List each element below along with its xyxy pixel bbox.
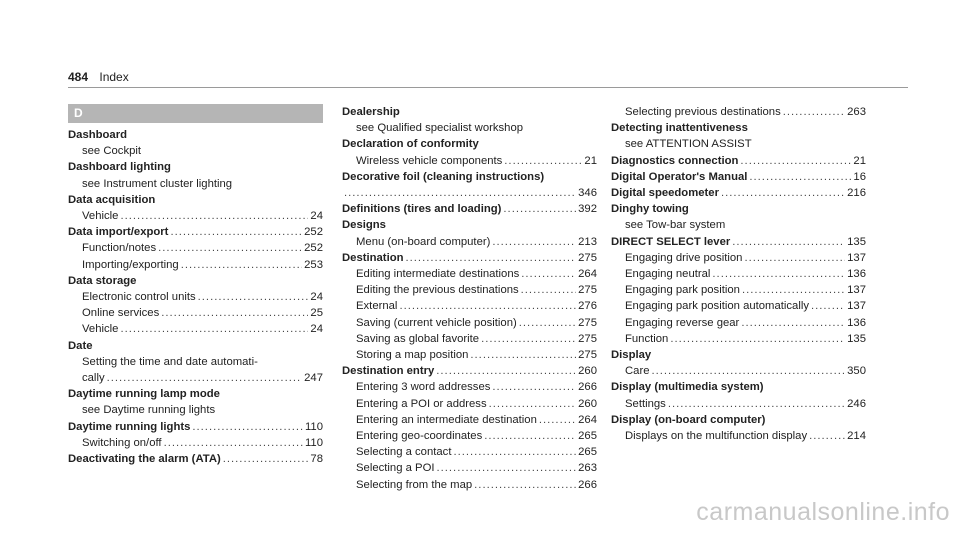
index-entry [68, 224, 323, 240]
entry-text: see Instrument cluster lighting [82, 177, 233, 190]
entry-text: Destination entry [342, 365, 435, 378]
entry-text: see Cockpit [82, 145, 142, 158]
page-reference: 21 [853, 154, 866, 167]
index-entry [611, 234, 866, 250]
page-reference: 276 [578, 300, 597, 313]
dot-leader [120, 321, 308, 337]
dot-leader [742, 282, 845, 298]
page-reference: 275 [578, 251, 597, 264]
dot-leader [492, 379, 576, 395]
dot-leader [741, 315, 845, 331]
page-reference: 110 [304, 436, 323, 449]
dot-leader [164, 435, 303, 451]
entry-text: Entering an intermediate destination [356, 413, 537, 426]
index-subentry [342, 315, 597, 331]
page-reference: 136 [847, 268, 866, 281]
page-reference: 136 [847, 316, 866, 329]
dot-leader [453, 444, 576, 460]
entry-text: Electronic control units [82, 291, 196, 304]
entry-text: Vehicle [82, 210, 119, 223]
entry-text: Function [625, 332, 669, 345]
page-reference: 21 [584, 154, 597, 167]
dot-leader [484, 428, 576, 444]
page-reference: 346 [578, 187, 597, 200]
dot-leader [489, 396, 577, 412]
index-subentry [68, 289, 323, 305]
index-subentry [611, 315, 866, 331]
index-entry [342, 201, 597, 217]
index-subentry [342, 298, 597, 314]
entry-text: Setting the time and date automati- [82, 355, 258, 368]
section-title: Index [99, 70, 129, 84]
index-subentry [342, 477, 597, 493]
index-subentry [68, 176, 323, 192]
entry-text: Dashboard lighting [68, 161, 171, 174]
page-reference: 213 [578, 235, 597, 248]
index-entry [342, 104, 597, 120]
entry-text: Storing a map position [356, 349, 469, 362]
page-reference: 137 [847, 284, 866, 297]
page-reference: 265 [578, 446, 597, 459]
dot-leader [120, 208, 308, 224]
dot-leader [474, 477, 576, 493]
page-reference: 275 [578, 316, 597, 329]
entry-text: DIRECT SELECT lever [611, 235, 731, 248]
page-reference: 135 [847, 235, 866, 248]
page-reference: 135 [847, 332, 866, 345]
index-entry [342, 250, 597, 266]
page-reference: 264 [578, 413, 597, 426]
dot-leader [399, 298, 576, 314]
page-reference: 275 [578, 332, 597, 345]
page-reference: 265 [578, 430, 597, 443]
dot-leader [809, 428, 845, 444]
index-entry [68, 159, 323, 175]
index-entry [68, 192, 323, 208]
entry-text: Data storage [68, 274, 137, 287]
index-subentry [342, 396, 597, 412]
page-reference: 263 [847, 106, 866, 118]
header-divider [68, 87, 908, 88]
index-subentry [68, 435, 323, 451]
index-entry [68, 338, 323, 354]
entry-text: Settings [625, 397, 666, 410]
page-reference: 260 [578, 397, 597, 410]
entry-text: External [356, 300, 398, 313]
entry-text: Detecting inattentiveness [611, 122, 748, 135]
entry-text: Declaration of conformity [342, 138, 479, 151]
entry-text: see Qualified specialist workshop [356, 122, 524, 135]
dot-leader [170, 224, 302, 240]
entry-text: Entering a POI or address [356, 397, 487, 410]
dot-leader [223, 451, 309, 467]
entry-text: see ATTENTION ASSIST [625, 138, 752, 151]
dot-leader [470, 347, 576, 363]
index-column-2 [342, 104, 597, 493]
page-reference: 275 [578, 349, 597, 362]
entry-text: Function/notes [82, 242, 157, 255]
page-reference: 24 [310, 210, 323, 223]
entry-text: Daytime running lamp mode [68, 388, 220, 401]
entry-text: Online services [82, 307, 160, 320]
entry-text: Selecting previous destinations [625, 106, 781, 118]
entry-text: Engaging park position automatically [625, 300, 809, 313]
index-entry [342, 136, 597, 152]
dot-leader [539, 412, 576, 428]
index-subentry [342, 379, 597, 395]
index-entry [68, 127, 323, 143]
index-entry [611, 169, 866, 185]
entry-text: Entering 3 word addresses [356, 381, 491, 394]
index-entry [611, 412, 866, 428]
index-entry [611, 153, 866, 169]
entry-text: Definitions (tires and loading) [342, 203, 502, 216]
index-subentry [611, 298, 866, 314]
dot-leader [712, 266, 845, 282]
page-reference: 137 [847, 251, 866, 264]
index-subentry [68, 305, 323, 321]
dot-leader [481, 331, 576, 347]
index-subentry [342, 185, 597, 201]
dot-leader [811, 298, 845, 314]
entry-text: Dealership [342, 106, 400, 118]
entry-text: cally [82, 372, 105, 385]
entry-text: Digital speedometer [611, 187, 719, 200]
dot-leader [521, 266, 576, 282]
dot-leader [437, 460, 577, 476]
dot-leader [519, 315, 576, 331]
index-subentry [68, 354, 323, 370]
letter-heading: D [68, 104, 323, 123]
entry-text: Saving (current vehicle position) [356, 316, 517, 329]
dot-leader [198, 289, 309, 305]
index-subentry [68, 321, 323, 337]
entry-text: see Daytime running lights [82, 404, 216, 417]
index-subentry [611, 217, 866, 233]
entry-text: Editing intermediate destinations [356, 268, 520, 281]
page-reference: 25 [310, 307, 323, 320]
dot-leader [744, 250, 845, 266]
page-reference: 246 [847, 397, 866, 410]
index-subentry [68, 402, 323, 418]
dot-leader [406, 250, 577, 266]
page-reference: 78 [310, 453, 323, 466]
entry-text: Daytime running lights [68, 420, 191, 433]
entry-text: Display [611, 349, 652, 362]
dot-leader [504, 153, 582, 169]
index-subentry [611, 428, 866, 444]
page-reference: 253 [304, 258, 323, 271]
index-subentry [342, 266, 597, 282]
dot-leader [181, 257, 302, 273]
entry-text: Wireless vehicle components [356, 154, 503, 167]
index-subentry [342, 282, 597, 298]
dot-leader [503, 201, 576, 217]
page-reference: 216 [847, 187, 866, 200]
index-entry [611, 185, 866, 201]
page-reference: 24 [310, 323, 323, 336]
page-reference: 252 [304, 242, 323, 255]
index-entry [68, 386, 323, 402]
index-subentry [611, 266, 866, 282]
index-subentry [342, 234, 597, 250]
entry-text: Deactivating the alarm (ATA) [68, 453, 221, 466]
page-reference: 252 [304, 226, 323, 239]
entry-text: Display (on-board computer) [611, 413, 766, 426]
page-reference: 266 [578, 381, 597, 394]
index-entry [342, 169, 597, 185]
page-reference: 260 [578, 365, 597, 378]
index-subentry [342, 331, 597, 347]
index-subentry [342, 460, 597, 476]
index-entry [68, 419, 323, 435]
index-subentry [68, 370, 323, 386]
entry-text: Data acquisition [68, 193, 156, 206]
index-entry [342, 217, 597, 233]
entry-text: Selecting a contact [356, 446, 452, 459]
dot-leader [161, 305, 308, 321]
entry-text: Selecting a POI [356, 462, 435, 475]
entry-text: Decorative foil (cleaning instructions) [342, 170, 545, 183]
index-entry [611, 347, 866, 363]
page-reference: 266 [578, 478, 597, 491]
page-reference: 263 [578, 462, 597, 475]
entry-text: Switching on/off [82, 436, 162, 449]
entry-text: Engaging reverse gear [625, 316, 740, 329]
index-subentry [611, 331, 866, 347]
page-reference: 392 [578, 203, 597, 216]
index-subentry [342, 444, 597, 460]
index-subentry [68, 240, 323, 256]
dot-leader [436, 363, 576, 379]
entry-text: Engaging drive position [625, 251, 743, 264]
page-reference: 350 [847, 365, 866, 378]
page-reference: 24 [310, 291, 323, 304]
index-entry [68, 273, 323, 289]
entry-text: Dashboard [68, 129, 128, 141]
page-header [68, 70, 129, 84]
entry-text: Engaging park position [625, 284, 740, 297]
index-subentry [611, 136, 866, 152]
index-entry [342, 363, 597, 379]
dot-leader [158, 240, 302, 256]
index-subentry [611, 250, 866, 266]
dot-leader [740, 153, 851, 169]
entry-text: Importing/exporting [82, 258, 179, 271]
index-entry [68, 451, 323, 467]
index-subentry [68, 143, 323, 159]
page-reference: 110 [304, 420, 323, 433]
index-subentry [342, 428, 597, 444]
dot-leader [668, 396, 845, 412]
page-reference: 264 [578, 268, 597, 281]
dot-leader [749, 169, 851, 185]
index-column-3 [611, 104, 866, 444]
dot-leader [670, 331, 845, 347]
entry-text: Saving as global favorite [356, 332, 480, 345]
entry-text: Care [625, 365, 650, 378]
entry-text: see Tow-bar system [625, 219, 726, 232]
dot-leader [721, 185, 845, 201]
entry-text: Dinghy towing [611, 203, 689, 216]
page-reference: 214 [847, 430, 866, 443]
entry-text: Vehicle [82, 323, 119, 336]
index-subentry [342, 153, 597, 169]
entry-text: Displays on the multifunction display [625, 430, 808, 443]
index-subentry [342, 120, 597, 136]
dot-leader [521, 282, 576, 298]
entry-text: Destination [342, 251, 404, 264]
entry-text: Menu (on-board computer) [356, 235, 491, 248]
dot-leader [344, 185, 576, 201]
entry-text: Editing the previous destinations [356, 284, 519, 297]
index-subentry [611, 282, 866, 298]
watermark: carmanualsonline.info [696, 498, 950, 526]
entry-text: Display (multimedia system) [611, 381, 764, 394]
index-entry [611, 379, 866, 395]
dot-leader [652, 363, 846, 379]
index-entry [611, 201, 866, 217]
dot-leader [492, 234, 576, 250]
dot-leader [192, 419, 303, 435]
index-column-1 [68, 104, 323, 467]
entry-text: Selecting from the map [356, 478, 473, 491]
index-subentry [342, 347, 597, 363]
index-subentry [342, 412, 597, 428]
page-reference: 275 [578, 284, 597, 297]
index-subentry [611, 396, 866, 412]
page-reference: 16 [853, 170, 866, 183]
index-subentry [611, 363, 866, 379]
page-number: 484 [68, 70, 89, 84]
dot-leader [107, 370, 303, 386]
entry-text: Diagnostics connection [611, 154, 739, 167]
dot-leader [732, 234, 845, 250]
page-reference: 137 [847, 300, 866, 313]
index-entry [611, 120, 866, 136]
page-reference: 247 [304, 372, 323, 385]
entry-text: Entering geo-coordinates [356, 430, 483, 443]
entry-text: Designs [342, 219, 386, 232]
dot-leader [783, 104, 845, 120]
index-subentry [68, 208, 323, 224]
entry-text: Engaging neutral [625, 268, 711, 281]
entry-text: Date [68, 339, 93, 352]
index-subentry [68, 257, 323, 273]
entry-text: Digital Operator's Manual [611, 170, 748, 183]
entry-text: Data import/export [68, 226, 169, 239]
index-subentry [611, 104, 866, 120]
